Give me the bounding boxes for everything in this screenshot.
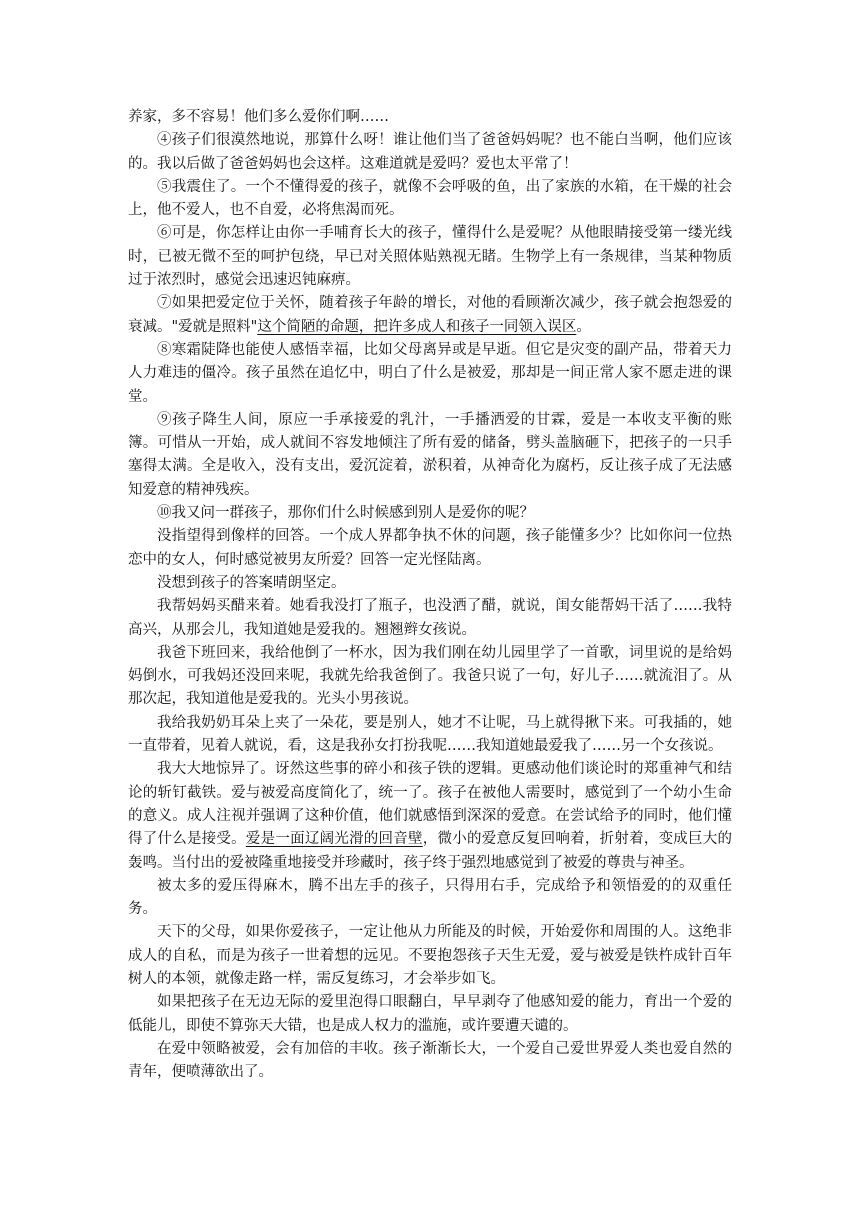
paragraph-8: ⑧寒霜陡降也能使人感悟幸福，比如父母离异或是早逝。但它是灾变的副产品，带着天力人力难违的僵冷。孩子虽然在追忆中，明白了什么是被爱，那却是一间正常人家不愿走进的课堂。 [128,341,732,405]
paragraph-6: ⑥可是，你怎样让由你一手哺育长大的孩子，懂得什么是爱呢？从他眼睛接受第一缕光线时，已被无微不至的呵护包绕，早已对关照体贴熟视无睹。生物学上有一条规律，当某种物质过于浓烈时，感觉会迅速迟钝麻痹。 [128,225,732,289]
paragraph-tail: ，微小的爱意反复回响着，折射着，变成巨大的轰鸣。当付出的爱被隆重地接受并珍藏时，孩子终于强烈地感觉到了被爱的尊贵与神圣。 [128,831,733,871]
paragraph-7-tail: 。 [576,318,591,335]
paragraph-4: ④孩子们很漠然地说，那算什么呀！谁让他们当了爸爸妈妈呢？也不能白当啊，他们应该的。我以后做了爸爸妈妈也会这样。这难道就是爱吗？爱也太平常了！ [128,132,732,172]
paragraph-continuation: 养家，多不容易！他们多么爱你们啊…… [128,109,389,125]
paragraph-9: ⑨孩子降生人间，原应一手承接爱的乳汁，一手播洒爱的甘霖，爱是一本收支平衡的账簿。可惜从一开始，成人就间不容发地倾注了所有爱的储备，劈头盖脑砸下，把孩子的一只手塞得太满。全是收入，没有支出，爱沉淀着，淤积着，从神奇化为腐朽，反让孩子成了无法感知爱意的精神残疾。 [128,411,732,498]
paragraph-7-lead: ⑦如果把爱定位于关怀，随着孩子年龄的增长，对他的看顾渐次减少，孩子就会抱怨爱的衰减。"爱就是照料" [128,295,732,335]
paragraph: 我给我奶奶耳朵上夹了一朵花，要是别人，她才不让呢，马上就得揪下来。可我插的，她一直带着，见着人就说，看，这是我孙女打扮我呢……我知道她最爱我了……另一个女孩说。 [128,714,732,755]
paragraph: 被太多的爱压得麻木，腾不出左手的孩子，只得用右手，完成给予和领悟爱的的双重任务。 [128,877,732,918]
paragraph [128,758,732,874]
paragraph: 天下的父母，如果你爱孩子，一定让他从力所能及的时候，开始爱你和周围的人。这绝非成人的自私，而是为孩子一世着想的远见。不要抱怨孩子天生无爱，爱与被爱是铁杵成针百年树人的本领，就像走路一样，需反复练习，才会举步如飞。 [128,924,732,987]
paragraph-7 [128,292,732,339]
paragraph-5: ⑤我震住了。一个不懂得爱的孩子，就像不会呼吸的鱼，出了家族的水箱，在干燥的社会上，他不爱人，也不自爱，必将焦渴而死。 [128,178,732,219]
paragraph-10: ⑩我又问一群孩子，那你们什么时候感到别人是爱你的呢？ [157,505,534,522]
paragraph: 我帮妈妈买醋来着。她看我没打了瓶子，也没洒了醋，就说，闺女能帮妈干活了……我特高兴，从那会儿，我知道她是爱我的。翘翘辫女孩说。 [128,598,732,638]
paragraph: 如果把孩子在无边无际的爱里泡得口眼翻白，早早剥夺了他感知爱的能力，育出一个爱的低能儿，即使不算弥天大错，也是成人权力的滥施，或许要遭天谴的。 [128,994,732,1034]
paragraph: 没指望得到像样的回答。一个成人界都争执不休的问题，孩子能懂多少？比如你问一位热恋中的女人，何时感觉被男友所爱？回答一定光怪陆离。 [128,528,732,568]
paragraph-underlined-sentence: 爱是一面辽阔光滑的回音壁 [245,831,423,848]
paragraph: 在爱中领略被爱，会有加倍的丰收。孩子渐渐长大，一个爱自己爱世界爱人类也爱自然的青年，便喷薄欲出了。 [128,1040,732,1081]
paragraph: 没想到孩子的答案晴朗坚定。 [157,574,346,591]
paragraph-7-underlined-sentence: 这个简陋的命题，把许多成人和孩子一同领入误区 [257,318,577,335]
paragraph-lead: 我大大地惊异了。讶然这些事的碎小和孩子铁的逻辑。更感动他们谈论时的郑重神气和结论的斩钉截铁。爱与被爱高度简化了，统一了。孩子在被他人需要时，感觉到了一个幼小生命的意义。成人注视并强调了这种价值，他们就感悟到深深的爱意。在尝试给予的同时，他们懂得了什么是接受。 [128,761,732,848]
paragraph: 我爸下班回来，我给他倒了一杯水，因为我们刚在幼儿园里学了一首歌，词里说的是给妈妈倒水，可我妈还没回来呢，我就先给我爸倒了。我爸只说了一句，好儿子……就流泪了。从那次起，我知道他是爱我的。光头小男孩说。 [128,644,732,708]
document-page [128,106,732,1084]
